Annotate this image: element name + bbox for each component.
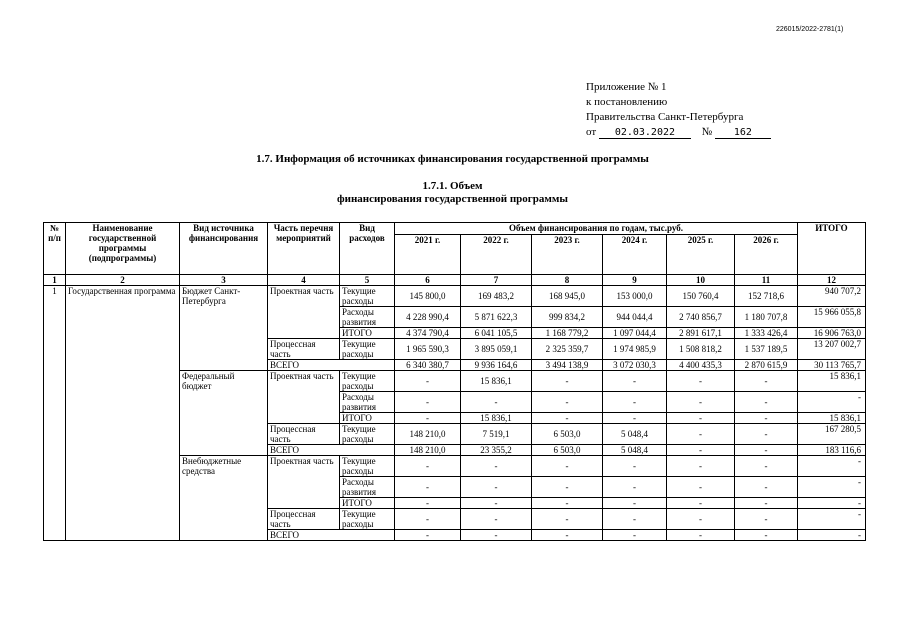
year-value: 6 340 380,7 [395,360,461,371]
year-value: - [532,371,603,392]
year-value: 5 048,4 [603,445,667,456]
header-year-4: 2024 г. [603,235,667,275]
number-label: № [701,126,713,138]
appendix-date-line [586,125,771,140]
year-value: 145 800,0 [395,286,461,307]
year-value: - [532,392,603,413]
all-label: ВСЕГО [268,445,395,456]
total-value: 13 207 002,7 [798,339,866,360]
column-number: 2 [66,275,180,286]
header-year-1: 2021 г. [395,235,461,275]
year-value: 148 210,0 [395,424,461,445]
total-value: 167 280,5 [798,424,866,445]
column-number: 6 [395,275,461,286]
column-number: 1 [44,275,66,286]
expense-type: ИТОГО [340,328,395,339]
column-number: 4 [268,275,340,286]
year-value: - [603,498,667,509]
total-value: - [798,530,866,541]
expense-type: Текущие расходы [340,371,395,392]
column-number: 3 [180,275,268,286]
year-value: - [667,530,735,541]
expense-type: Текущие расходы [340,286,395,307]
year-value: - [735,456,798,477]
all-label: ВСЕГО [268,360,395,371]
expense-type: Расходы развития [340,477,395,498]
expense-type: Текущие расходы [340,424,395,445]
source-name: Внебюджетные средства [180,456,268,541]
financing-table [43,222,866,541]
year-value: 168 945,0 [532,286,603,307]
year-value: 2 325 359,7 [532,339,603,360]
year-value: - [735,477,798,498]
year-value: - [395,530,461,541]
year-value: 2 740 856,7 [667,307,735,328]
year-value: - [667,445,735,456]
total-value: 16 906 763,0 [798,328,866,339]
program-number: 1 [44,286,66,541]
header-volume: Объем финансирования по годам, тыс.руб. [395,223,798,235]
year-value: 1 508 818,2 [667,339,735,360]
total-value: - [798,477,866,498]
section-title: 1.7. Информация об источниках финансирования государственной программы [256,153,649,165]
program-name: Государственная программа [66,286,180,541]
header-num: № п/п [44,223,66,275]
year-value: - [735,424,798,445]
year-value: - [667,477,735,498]
year-value: 4 228 990,4 [395,307,461,328]
year-value: 2 891 617,1 [667,328,735,339]
total-value: 30 113 765,7 [798,360,866,371]
resolution-number: 162 [715,127,771,139]
appendix-line-2: к постановлению [586,96,668,108]
column-number: 5 [340,275,395,286]
year-value: 1 097 044,4 [603,328,667,339]
year-value: - [667,371,735,392]
column-number: 7 [461,275,532,286]
appendix-line-1: Приложение № 1 [586,81,667,93]
header-part: Часть перечня мероприятий [268,223,340,275]
year-value: 150 760,4 [667,286,735,307]
year-value: 6 041 105,5 [461,328,532,339]
year-value: - [461,392,532,413]
year-value: 3 494 138,9 [532,360,603,371]
header-type: Вид расходов [340,223,395,275]
year-value: - [735,530,798,541]
year-value: - [667,498,735,509]
part-name: Процессная часть [268,339,340,360]
year-value: 1 965 590,3 [395,339,461,360]
year-value: - [532,477,603,498]
year-value: 6 503,0 [532,445,603,456]
header-year-3: 2023 г. [532,235,603,275]
year-value: - [667,424,735,445]
total-value: 940 707,2 [798,286,866,307]
expense-type: Текущие расходы [340,509,395,530]
appendix-block [586,80,771,140]
year-value: - [395,456,461,477]
year-value: - [395,498,461,509]
year-value: 944 044,4 [603,307,667,328]
year-value: 153 000,0 [603,286,667,307]
year-value: 5 871 622,3 [461,307,532,328]
year-value: - [667,456,735,477]
year-value: - [667,509,735,530]
header-year-5: 2025 г. [667,235,735,275]
expense-type: Текущие расходы [340,456,395,477]
year-value: 6 503,0 [532,424,603,445]
year-value: - [735,371,798,392]
year-value: - [532,509,603,530]
year-value: - [461,530,532,541]
year-value: - [603,413,667,424]
year-value: 4 400 435,3 [667,360,735,371]
year-value: - [461,509,532,530]
year-value: - [395,392,461,413]
header-total: ИТОГО [798,223,866,275]
part-name: Проектная часть [268,371,340,424]
year-value: - [395,509,461,530]
year-value: - [667,413,735,424]
year-value: - [735,392,798,413]
year-value: 1 180 707,8 [735,307,798,328]
year-value: - [603,477,667,498]
header-year-6: 2026 г. [735,235,798,275]
column-number: 12 [798,275,866,286]
year-value: 999 834,2 [532,307,603,328]
year-value: 7 519,1 [461,424,532,445]
total-value: 15 836,1 [798,371,866,392]
subsection-title [0,180,905,206]
column-number: 8 [532,275,603,286]
resolution-date: 02.03.2022 [599,127,691,139]
total-value: 15 966 055,8 [798,307,866,328]
year-value: - [532,456,603,477]
year-value: - [603,392,667,413]
expense-type: Расходы развития [340,307,395,328]
year-value: 3 895 059,1 [461,339,532,360]
expense-type: Расходы развития [340,392,395,413]
total-value: - [798,498,866,509]
year-value: 15 836,1 [461,413,532,424]
part-name: Проектная часть [268,456,340,509]
header-source: Вид источника финансирования [180,223,268,275]
header-year-2: 2022 г. [461,235,532,275]
total-value: - [798,456,866,477]
year-value: 1 974 985,9 [603,339,667,360]
year-value: - [735,498,798,509]
header-name: Наименование государственной программы (подпрограммы) [66,223,180,275]
expense-type: ИТОГО [340,413,395,424]
part-name: Проектная часть [268,286,340,339]
year-value: 152 718,6 [735,286,798,307]
column-number: 11 [735,275,798,286]
total-value: 15 836,1 [798,413,866,424]
all-label: ВСЕГО [268,530,395,541]
total-value: 183 116,6 [798,445,866,456]
document-id: 226015/2022-2781(1) [776,26,844,33]
year-value: 1 168 779,2 [532,328,603,339]
year-value: 2 870 615,9 [735,360,798,371]
year-value: 169 483,2 [461,286,532,307]
year-value: 23 355,2 [461,445,532,456]
column-number: 9 [603,275,667,286]
total-value: - [798,392,866,413]
year-value: - [395,371,461,392]
year-value: - [395,477,461,498]
year-value: - [532,498,603,509]
appendix-line-3: Правительства Санкт-Петербурга [586,111,744,123]
year-value: - [735,445,798,456]
year-value: 1 333 426,4 [735,328,798,339]
year-value: - [667,392,735,413]
year-value: - [461,456,532,477]
year-value: - [532,413,603,424]
part-name: Процессная часть [268,509,340,530]
year-value: - [395,413,461,424]
year-value: - [461,477,532,498]
year-value: - [532,530,603,541]
subsection-title-line-1: 1.7.1. Объем [422,180,483,192]
table-row [44,286,866,307]
year-value: 148 210,0 [395,445,461,456]
subsection-title-line-2: финансирования государственной программы [337,193,568,205]
part-name: Процессная часть [268,424,340,445]
year-value: 15 836,1 [461,371,532,392]
column-number: 10 [667,275,735,286]
year-value: 1 537 189,5 [735,339,798,360]
year-value: - [461,498,532,509]
from-label: от [586,126,597,138]
year-value: - [735,413,798,424]
year-value: - [603,371,667,392]
year-value: - [735,509,798,530]
year-value: 9 936 164,6 [461,360,532,371]
year-value: - [603,509,667,530]
source-name: Федеральный бюджет [180,371,268,456]
year-value: 4 374 790,4 [395,328,461,339]
year-value: 5 048,4 [603,424,667,445]
source-name: Бюджет Санкт-Петербурга [180,286,268,371]
expense-type: ИТОГО [340,498,395,509]
total-value: - [798,509,866,530]
year-value: - [603,456,667,477]
year-value: 3 072 030,3 [603,360,667,371]
year-value: - [603,530,667,541]
expense-type: Текущие расходы [340,339,395,360]
